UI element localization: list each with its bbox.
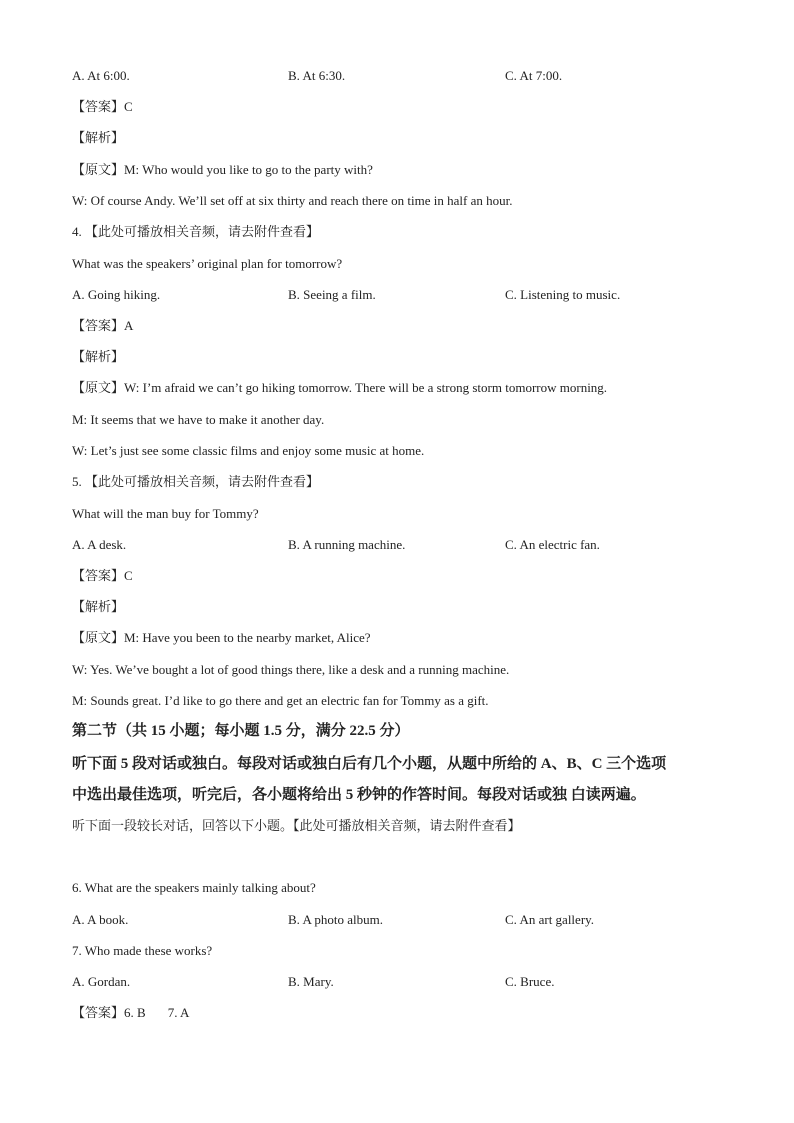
q6-option-c: C. An art gallery.	[505, 912, 595, 927]
section2-prompt: 听下面一段较长对话，回答以下小题。【此处可播放相关音频，请去附件查看】	[72, 818, 521, 833]
q5-option-c: C. An electric fan.	[505, 537, 600, 552]
q5-transcript-line: 【原文】M: Have you been to the nearby market, Alice?	[72, 630, 371, 645]
q7-option-b: B. Mary.	[288, 974, 334, 989]
q4-transcript-line: W: Let’s just see some classic films and enjoy some music at home.	[72, 443, 425, 458]
q4-analysis: 【解析】	[72, 349, 125, 364]
q6-option-a: A. A book.	[72, 912, 129, 927]
q4-transcript-line: M: It seems that we have to make it another day.	[72, 412, 325, 427]
q4-question: What was the speakers’ original plan for tomorrow?	[72, 256, 343, 271]
q4-option-a: A. Going hiking.	[72, 287, 161, 302]
q5-option-b: B. A running machine.	[288, 537, 406, 552]
q5-header: 5. 【此处可播放相关音频，请去附件查看】	[72, 474, 320, 489]
q4-answer: 【答案】A	[72, 318, 134, 333]
q5-transcript-line: W: Yes. We’ve bought a lot of good things there, like a desk and a running machine.	[72, 662, 510, 677]
section2-instructions-line: 中选出最佳选项，听完后，各小题将给出 5 秒钟的作答时间。每段对话或独 白读两遍。	[72, 787, 646, 803]
q3-answer: 【答案】C	[72, 99, 133, 114]
q3-option-b: B. At 6:30.	[288, 68, 346, 83]
answer-6: 6. B	[124, 1005, 146, 1020]
q5-analysis: 【解析】	[72, 599, 125, 614]
section2-instructions-line: 听下面 5 段对话或独白。每段对话或独白后有几个小题，从题中所给的 A、B、C 三个选项	[72, 756, 667, 772]
q6-option-b: B. A photo album.	[288, 912, 383, 927]
q6-question: 6. What are the speakers mainly talking about?	[72, 880, 316, 895]
q7-option-a: A. Gordan.	[72, 974, 131, 989]
q3-option-a: A. At 6:00.	[72, 68, 130, 83]
answer-7: 7. A	[167, 1005, 190, 1020]
q4-option-c: C. Listening to music.	[505, 287, 621, 302]
section2-title: 第二节（共 15 小题；每小题 1.5 分，满分 22.5 分）	[72, 723, 410, 739]
answers-6-7	[72, 1005, 189, 1021]
q4-header: 4. 【此处可播放相关音频，请去附件查看】	[72, 224, 320, 239]
q4-option-b: B. Seeing a film.	[288, 287, 376, 302]
q3-transcript-line: 【原文】M: Who would you like to go to the party with?	[72, 162, 373, 177]
q7-option-c: C. Bruce.	[505, 974, 555, 989]
q3-transcript-line: W: Of course Andy. We’ll set off at six thirty and reach there on time in half an hour.	[72, 193, 513, 208]
q3-analysis: 【解析】	[72, 130, 125, 145]
q5-transcript-line: M: Sounds great. I’d like to go there and get an electric fan for Tommy as a gift.	[72, 693, 489, 708]
q5-answer: 【答案】C	[72, 568, 133, 583]
q7-question: 7. Who made these works?	[72, 943, 213, 958]
q3-option-c: C. At 7:00.	[505, 68, 563, 83]
q4-transcript-line: 【原文】W: I’m afraid we can’t go hiking tomorrow. There will be a strong storm tomorrow morning.	[72, 380, 608, 395]
answers-label: 【答案】	[72, 1005, 125, 1020]
q5-question: What will the man buy for Tommy?	[72, 506, 259, 521]
q5-option-a: A. A desk.	[72, 537, 127, 552]
